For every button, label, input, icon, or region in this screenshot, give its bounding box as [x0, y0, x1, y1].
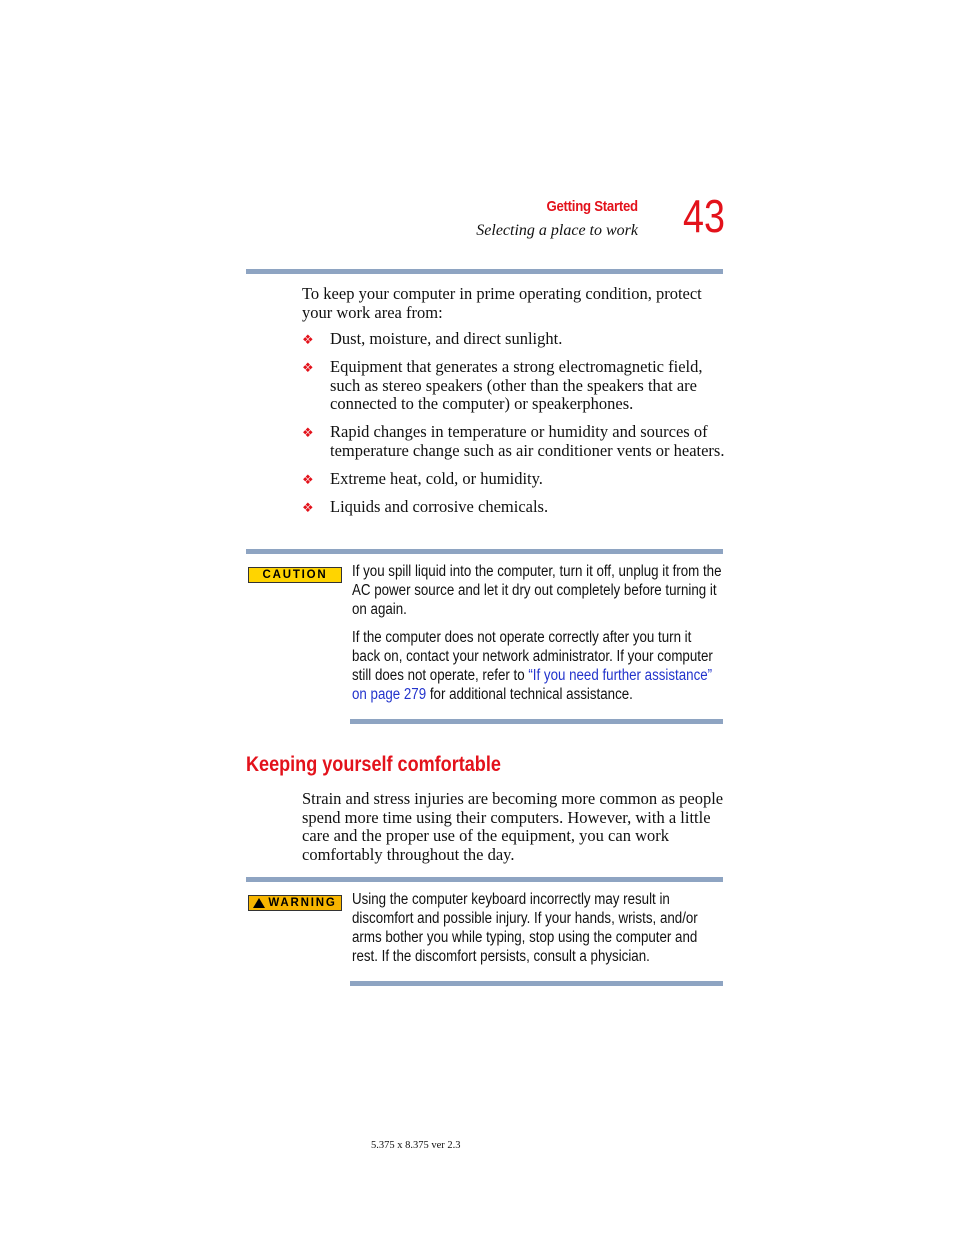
caution-badge: CAUTION [248, 567, 342, 583]
warning-top-rule [246, 877, 723, 882]
page-footer: 5.375 x 8.375 ver 2.3 [371, 1140, 461, 1151]
warning-text: Using the computer keyboard incorrectly may result in discomfort and possible injury. If your hands, wrists, and/or arms bother you while typing, stop using the computer and rest. If the discomfort persists, consult a physician. [352, 891, 698, 965]
warning-bottom-rule [350, 981, 723, 986]
section-subtitle: Selecting a place to work [476, 222, 638, 239]
list-item: ❖ Liquids and corrosive chemicals. [302, 496, 549, 516]
intro-paragraph: To keep your computer in prime operating condition, protect your work area from: [302, 284, 702, 322]
caution-paragraph-2: If the computer does not operate correctly after you turn it back on, contact your network administrator. If your computer still does not operate, refer to “If you need further assistance” on page 279 for additional technical assistance. [352, 629, 713, 703]
section-paragraph: Strain and stress injuries are becoming more common as people spend more time using their computers. However, with a little care and the proper use of the equipment, you can work comfortably throughout the day. [302, 789, 724, 864]
diamond-bullet-icon: ❖ [302, 499, 314, 515]
list-item: ❖ Rapid changes in temperature or humidity and sources of temperature change such as air conditioner vents or heaters. [302, 422, 725, 460]
caution-top-rule [246, 549, 723, 554]
chapter-title: Getting Started [546, 198, 638, 215]
diamond-bullet-icon: ❖ [302, 425, 314, 440]
section-heading: Keeping yourself comfortable [246, 753, 501, 776]
warning-triangle-icon [253, 898, 265, 908]
list-item: ❖ Equipment that generates a strong electromagnetic field, such as stereo speakers (other than the speakers that are connected to the computer) or speakerphones. [302, 357, 703, 413]
header-rule [246, 269, 723, 274]
warning-badge: WARNING [248, 895, 342, 911]
list-item: ❖ Extreme heat, cold, or humidity. [302, 468, 543, 488]
page-number: 43 [683, 190, 725, 242]
diamond-bullet-icon: ❖ [302, 471, 314, 487]
bullet-list [302, 330, 726, 526]
caution-bottom-rule [350, 719, 723, 724]
caution-paragraph-1: If you spill liquid into the computer, turn it off, unplug it from the AC power source and let it dry out completely before turning it on again. [352, 563, 722, 618]
diamond-bullet-icon: ❖ [302, 332, 314, 347]
cross-reference-link[interactable]: “If you need further assistance” on page 279 [352, 667, 713, 703]
diamond-bullet-icon: ❖ [302, 360, 314, 375]
list-item: ❖ Dust, moisture, and direct sunlight. [302, 329, 563, 348]
